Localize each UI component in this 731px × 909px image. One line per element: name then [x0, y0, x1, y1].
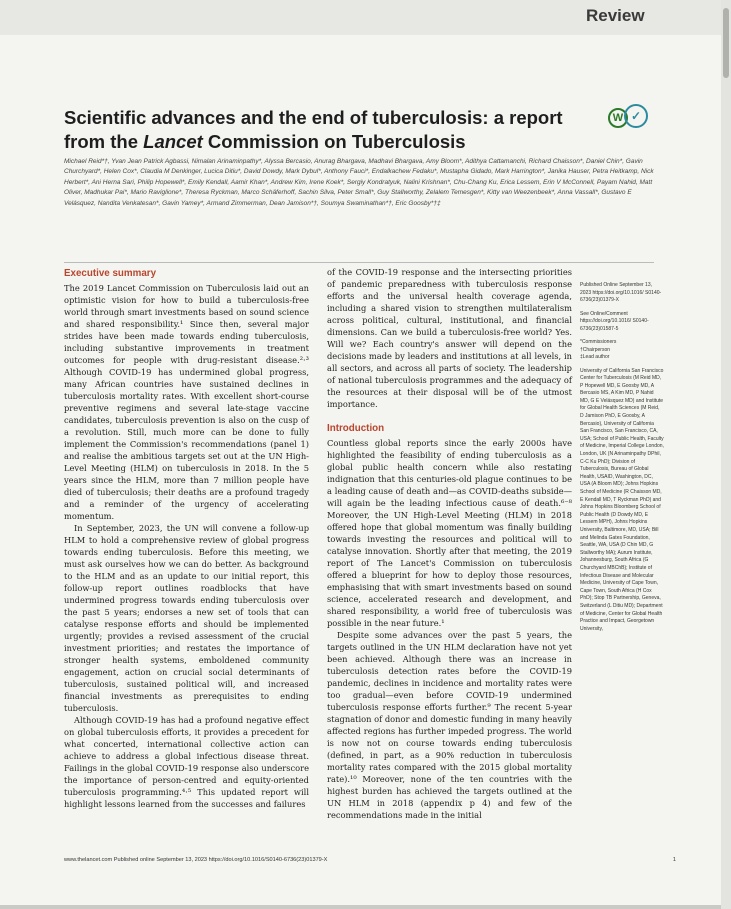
published-note: Published Online September 13, 2023 https://doi.org/10.1016/ S0140-6736(23)01379-X [580, 282, 662, 303]
introduction-heading: Introduction [327, 423, 385, 434]
commissioners-note: *Commissioners [580, 339, 617, 345]
chairperson-note: †Chairperson [580, 346, 611, 353]
scrollbar-thumb[interactable] [723, 8, 729, 78]
author-list: Michael Reid*†, Yvan Jean Patrick Agbassi, Nimalan Arinaminpathy*, Alyssa Bercasio, Anurag Bhargava, Madhavi Bhargava, Amy Bloom*, Adithya Cattamanchi, Richard Chaisson*, Daniel Chin*, Gavin Churchyard*, Helen Cox*, Claudia M Denkinger, Lucica Ditiu*, David Dowdy, Mark Dybul*, Anthony Fauci*, Endalkachew Fedaku*, Mustapha Gidado, Mark Harrington*, Janika Hauser, Petra Heitkamp, Nick Herbert*, Ani Herna Sari, Philip Hopewell*, Emily Kendall, Aamir Khan*, Andrew Kim, Irene Koek*, Sergiy Kondratyuk, Nalini Krishnan*, Chu-Chang Ku, Erica Lessem, Erin V McConnell, Payam Nahid, Matt Oliver, Madhukar Pai*, Mario Raviglione*, Theresa Ryckman, Marco Schäferhoff, Sachin Silva, Peter Small*, Guy Stallworthy, Zelalem Temesgen*, Kitty van Weezenbeek*, Anna Vassall*, Gustavo E Velásquez, Nandita Venkatesan*, Gavin Yamey*, Armand Zimmerman, Dean Jamison*†, Soumya Swaminathan*†, Eric Goosby*†‡ [64, 158, 654, 207]
article-title: Scientific advances and the end of tuberculosis: a report from the Lancet Commission on Tuberculosis [64, 107, 563, 152]
lead-author-note: ‡Lead author [580, 354, 610, 360]
affiliations: University of California San Francisco Center for Tuberculosis (M Reid MD, P Hopewell MD, E Goosby MD, A Bercasio MS, A Kim MD, P Nahid MD, G E Velásquez MD) and Institute for Global Health Sciences (M Reid, D Jamison PhD, E Goosby, A Bercasio), University of California San Francisco, San Francisco, CA, USA; School of Public Health, Faculty of Medicine, Imperial College London, London, UK (N Arinaminpathy DPhil, C-C Ku PhD); Division of Tuberculosis, Bureau of Global Health, USAID, Washington, DC, USA (A Bloom MD); Johns Hopkins School of Medicine (R Chaisson MD, E Kendall MD, T Ryckman PhD) and Johns Hopkins Bloomberg School of Public Health (D Dowdy MD, E Lessem MPH), Johns Hopkins University, Baltimore, MD, USA; Bill and Melinda Gates Foundation, Seattle, WA, USA (D Chin MD, G Stallworthy MA); Aurum Institute, Johannesburg, South Africa (G Churchyard MBChB); Institute of Infectious Disease and Molecular Medicine, University of Cape Town, Cape Town, South Africa (H Cox PhD); Stop TB Partnership, Geneva, Switzerland (L Ditiu MD); Department of Medicine, Center for Global Health Practice and Impact, Georgetown University, [580, 367, 664, 632]
page-footer [64, 857, 676, 863]
section-header-bar [0, 0, 721, 35]
paragraph: The 2019 Lancet Commission on Tuberculosis laid out an optimistic vision for how to build a tuberculosis-free world through smart investments based on sound science and shared responsibility.¹ Since then, several major strides have been made towards ending tuberculosis, including substantive improvements in treatment outcomes for people with drug-resistant disease.²·³ Although COVID-19 has undermined global progress, many African countries have sustained declines in tuberculosis mortality rates. With excellent short-course preventive regimens and several late-stage vaccine candidates, tuberculosis prevention is also on the cusp of a revolution. Still, much more can be done to fully implement the Commission's recommendations (panel 1) and realise the ambitious targets set out at the UN High-Level Meeting (HLM) on tuberculosis in 2018. In the 5 years since the HLM, more than 7 million people have died of tuberculosis; their deaths are a profound tragedy and a reminder of the urgency of accelerating momentum. [64, 283, 309, 521]
paragraph: In September, 2023, the UN will convene a follow-up HLM to hold a comprehensive review of global progress towards ending tuberculosis. Before this meeting, we must ask ourselves how we can do better. As background to the HLM and as an update to our initial report, this follow-up report outlines roadblocks that have undermined progress towards ending tuberculosis over the past 5 years; endorses a new set of tools that can catalyse response efforts and should be implemented urgently; provides a revised assessment of the crucial investment priorities; and restates the importance of stronger health systems, emboldened community engagement, action on crucial social determinants of tuberculosis, sustained political will, and increased financial investments as prerequisites to ending tuberculosis. [64, 523, 309, 713]
column-right [327, 266, 572, 821]
page-number: 1 [672, 857, 676, 863]
crossmark-icon[interactable]: ✓ [624, 104, 648, 128]
paragraph: Although COVID-19 has had a profound negative effect on global tuberculosis efforts, it provides a precedent for what concerted, international collective action can achieve to address a global infectious disease threat. Failings in the global COVID-19 response also underscore the importance of person-centred and equity-oriented tuberculosis programming.⁴·⁵ This updated report will highlight lessons learned from the successes and failures [64, 715, 309, 809]
footer-citation: www.thelancet.com Published online September 13, 2023 https://doi.org/10.1016/S0140-6736(23)01379-X [64, 857, 328, 863]
paragraph: Countless global reports since the early 2000s have highlighted the feasibility of ending tuberculosis as a global public health concern while also restating indignation that this centuries-old plague continues to be a leading cause of death and—as COVID-deaths subside—will again be the leading infectious cause of death.⁶⁻⁸ Moreover, the UN High-Level Meeting (HLM) in 2018 offered hope that global momentum was finally building towards investing the resources and political will to catalyse innovation. Shortly after that meeting, the 2019 report of The Lancet's Commission on tuberculosis offered a blueprint for how to deploy those resources, emphasising that with smart investments based on sound science, accelerated research and development, and shared responsibility, a world free of tuberculosis was possible in the near future.¹ [327, 438, 572, 628]
see-online-note: See Online/Comment https://doi.org/10.1016/ S0140-6736(23)01587-5 [580, 310, 649, 332]
divider [64, 262, 654, 263]
executive-summary-heading: Executive summary [64, 268, 157, 279]
open-access-icon[interactable]: W [608, 108, 628, 128]
scrollbar[interactable] [721, 0, 731, 909]
paragraph: of the COVID-19 response and the intersecting priorities of pandemic preparedness with tuberculosis response efforts and the universal health coverage agenda, including a shared vision to strengthen multilateralism across political, cultural, institutional, and financial dimensions. Can we build a tuberculosis-free world? Yes. Will we? Each country's answer will depend on the decisions made by leaders and institutions at all levels, in all sectors, and across all parts of society. The leadership of national tuberculosis programmes and the adequacy of the resources at their disposal will be of the utmost importance. [327, 267, 572, 409]
paragraph: Despite some advances over the past 5 years, the targets outlined in the UN HLM declaration have not yet been achieved. Although there was an increase in tuberculosis detection rates before the COVID-19 pandemic, declines in incidence and mortality rates were too gradual—even before COVID-19 undermined tuberculosis response efforts further.⁹ The recent 5-year stagnation of donor and domestic funding in many heavily affected regions has further impeded progress. The world is now not on course towards ending tuberculosis (defined, in part, as a 90% reduction in tuberculosis mortality rates compared with the 2015 global mortality rate).¹⁰ Moreover, none of the ten countries with the highest burden has achieved the targets outlined at the UN HLM in 2018 (appendix p 4) and few of the recommendations made in the initial [327, 630, 572, 820]
column-left [64, 266, 309, 810]
section-label: Review [586, 6, 645, 25]
sidebar-notes [580, 282, 664, 633]
